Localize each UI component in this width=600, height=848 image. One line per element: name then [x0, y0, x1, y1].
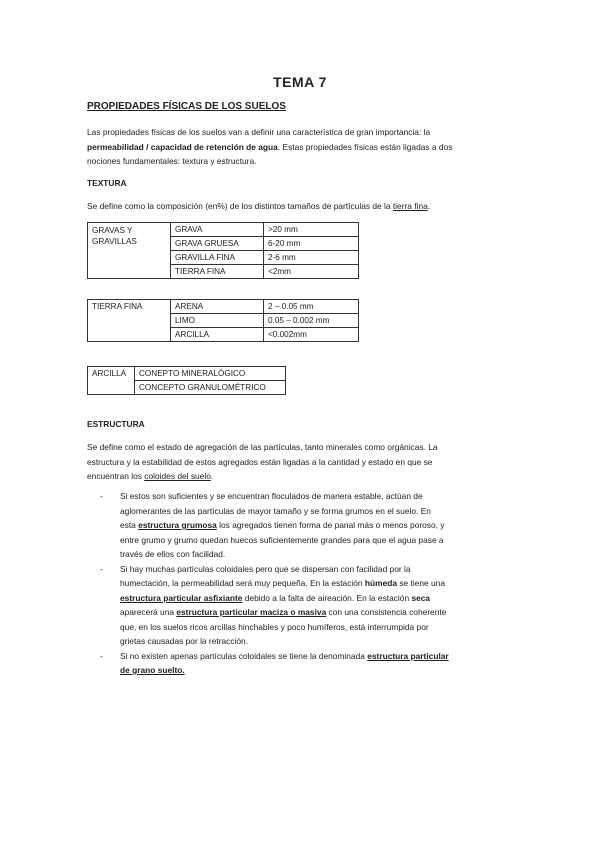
table-cell-size: 2-6 mm [264, 251, 359, 265]
term-estructura-asfixiante: estructura particular asfixiante [120, 592, 243, 603]
main-heading: PROPIEDADES FÍSICAS DE LOS SUELOS [87, 101, 286, 112]
bullet-line [120, 605, 520, 620]
estructura-line-1: Se define como el estado de agregación de las partículas, tanto minerales como orgánicas. La [87, 442, 438, 452]
estructura-bullet-list [100, 489, 520, 678]
gravas-group-line-1: GRAVAS Y [92, 226, 133, 235]
intro-bold: permeabilidad / capacidad de retención de agua [87, 141, 278, 152]
tierra-fina-table [87, 299, 359, 342]
bullet-line [120, 663, 520, 678]
arcilla-group-cell: ARCILLA [88, 367, 135, 395]
bullet-text: esta [120, 520, 139, 530]
term-estructura-particular: estructura particular [367, 650, 449, 661]
table-cell-size: 6-20 mm [264, 237, 359, 251]
gravas-group-line-2: GRAVILLAS [92, 237, 137, 246]
gravas-table [87, 222, 359, 279]
table-cell-size: >20 mm [264, 223, 359, 237]
estructura-heading: ESTRUCTURA [87, 419, 145, 429]
coloides-link-text: coloides del suelo [144, 471, 211, 481]
bullet-line [120, 518, 520, 533]
table-cell-name: ARCILLA [171, 328, 264, 342]
textura-def-end: . [427, 201, 431, 211]
bullet-item-grano-suelto [100, 649, 520, 678]
table-cell-concept: CONCEPTO GRANULOMÉTRICO [135, 381, 286, 395]
bullet-text: se tiene una [397, 578, 445, 588]
term-seca: seca [411, 592, 431, 603]
table-cell-concept: CONEPTO MINERALÓGICO [135, 367, 286, 381]
bullet-text: aparecerá una [120, 607, 177, 617]
bullet-item-grumosa [100, 489, 520, 562]
intro-line-2-rest: . Estas propiedades físicas están ligadas a dos [277, 141, 453, 152]
table-cell-size: <2mm [264, 265, 359, 279]
bullet-item-asfixiante [100, 562, 520, 649]
arcilla-table [87, 366, 286, 395]
bullet-line: entre grumo y grumo quedan huecos suficientemente grandes para que el agua pase a [120, 534, 444, 545]
bullet-line: aglomerantes de las partículas de mayor tamaño y se forma grumos en el suelo. En [120, 505, 431, 516]
table-cell-name: ARENA [171, 300, 264, 314]
table-cell-size: <0.002mm [264, 328, 359, 342]
table-cell-name: TIERRA FINA [171, 265, 264, 279]
estructura-line-3 [87, 469, 517, 484]
bullet-line [120, 576, 520, 591]
table-cell-size: 0.05 – 0.002 mm [264, 314, 359, 328]
table-cell-name: GRAVILLA FINA [171, 251, 264, 265]
table-cell-name: GRAVA GRUESA [171, 237, 264, 251]
bullet-dash: - [100, 491, 103, 501]
table-cell-name: GRAVA [171, 223, 264, 237]
bullet-dash: - [100, 650, 103, 661]
page-title: TEMA 7 [273, 74, 327, 90]
bullet-line: grietas causadas por la retracción. [120, 636, 249, 646]
table-cell-size: 2 – 0.05 mm [264, 300, 359, 314]
textura-definition [87, 199, 517, 214]
textura-def-text: Se define como la composición (en%) de los distintos tamaños de partículas de la [87, 201, 393, 211]
bullet-line: través de ellos con facilidad. [120, 549, 226, 559]
term-grano-suelto: de grano suelto. [120, 665, 185, 675]
intro-line-1: Las propiedades físicas de los suelos van a definir una característica de gran importancia: la [87, 127, 431, 137]
bullet-text: los agregados tienen forma de panal más o menos poroso, y [216, 520, 445, 530]
gravas-group-cell [88, 223, 171, 279]
intro-line-2 [87, 140, 517, 155]
bullet-text: debido a la falta de aireación. En la estación [242, 592, 412, 603]
bullet-line [120, 649, 520, 664]
textura-def-underlined: tierra fina [392, 201, 428, 211]
table-cell-name: LIMO [171, 314, 264, 328]
textura-heading: TEXTURA [87, 178, 127, 188]
bullet-line: que, en los suelos ricos arcillas hinchables y poco humíferos, está interrumpida por [120, 621, 429, 632]
bullet-line: Si estos son suficientes y se encuentran floculados de manera estable, actúan de [120, 491, 423, 501]
tierra-fina-group-cell: TIERRA FINA [88, 300, 171, 342]
bullet-text: humectación, la permeabilidad será muy pequeña. En la estación [120, 578, 365, 588]
bullet-dash: - [100, 563, 103, 574]
estructura-line-2: estructura y la estabilidad de estos agregados están ligadas a la cantidad y estado en que se [87, 456, 433, 467]
estructura-l3-end: . [210, 471, 214, 481]
intro-line-3: nociones fundamentales: textura y estructura. [87, 156, 257, 166]
estructura-definition [87, 440, 517, 484]
bullet-line: Si hay muchas partículas coloidales pero que se dispersan con facilidad por la [120, 563, 411, 574]
term-estructura-maciza: estructura particular maciza o masiva [176, 607, 327, 617]
bullet-line [120, 591, 520, 606]
intro-paragraph [87, 125, 517, 169]
term-humeda: húmeda [364, 578, 398, 588]
term-estructura-grumosa: estructura grumosa [138, 520, 217, 530]
bullet-text: Si no existen apenas partículas coloidales se tiene la denominada [120, 650, 368, 661]
bullet-text: con una consistencia coherente [326, 607, 447, 617]
estructura-l3-text: encuentran los [87, 471, 145, 481]
